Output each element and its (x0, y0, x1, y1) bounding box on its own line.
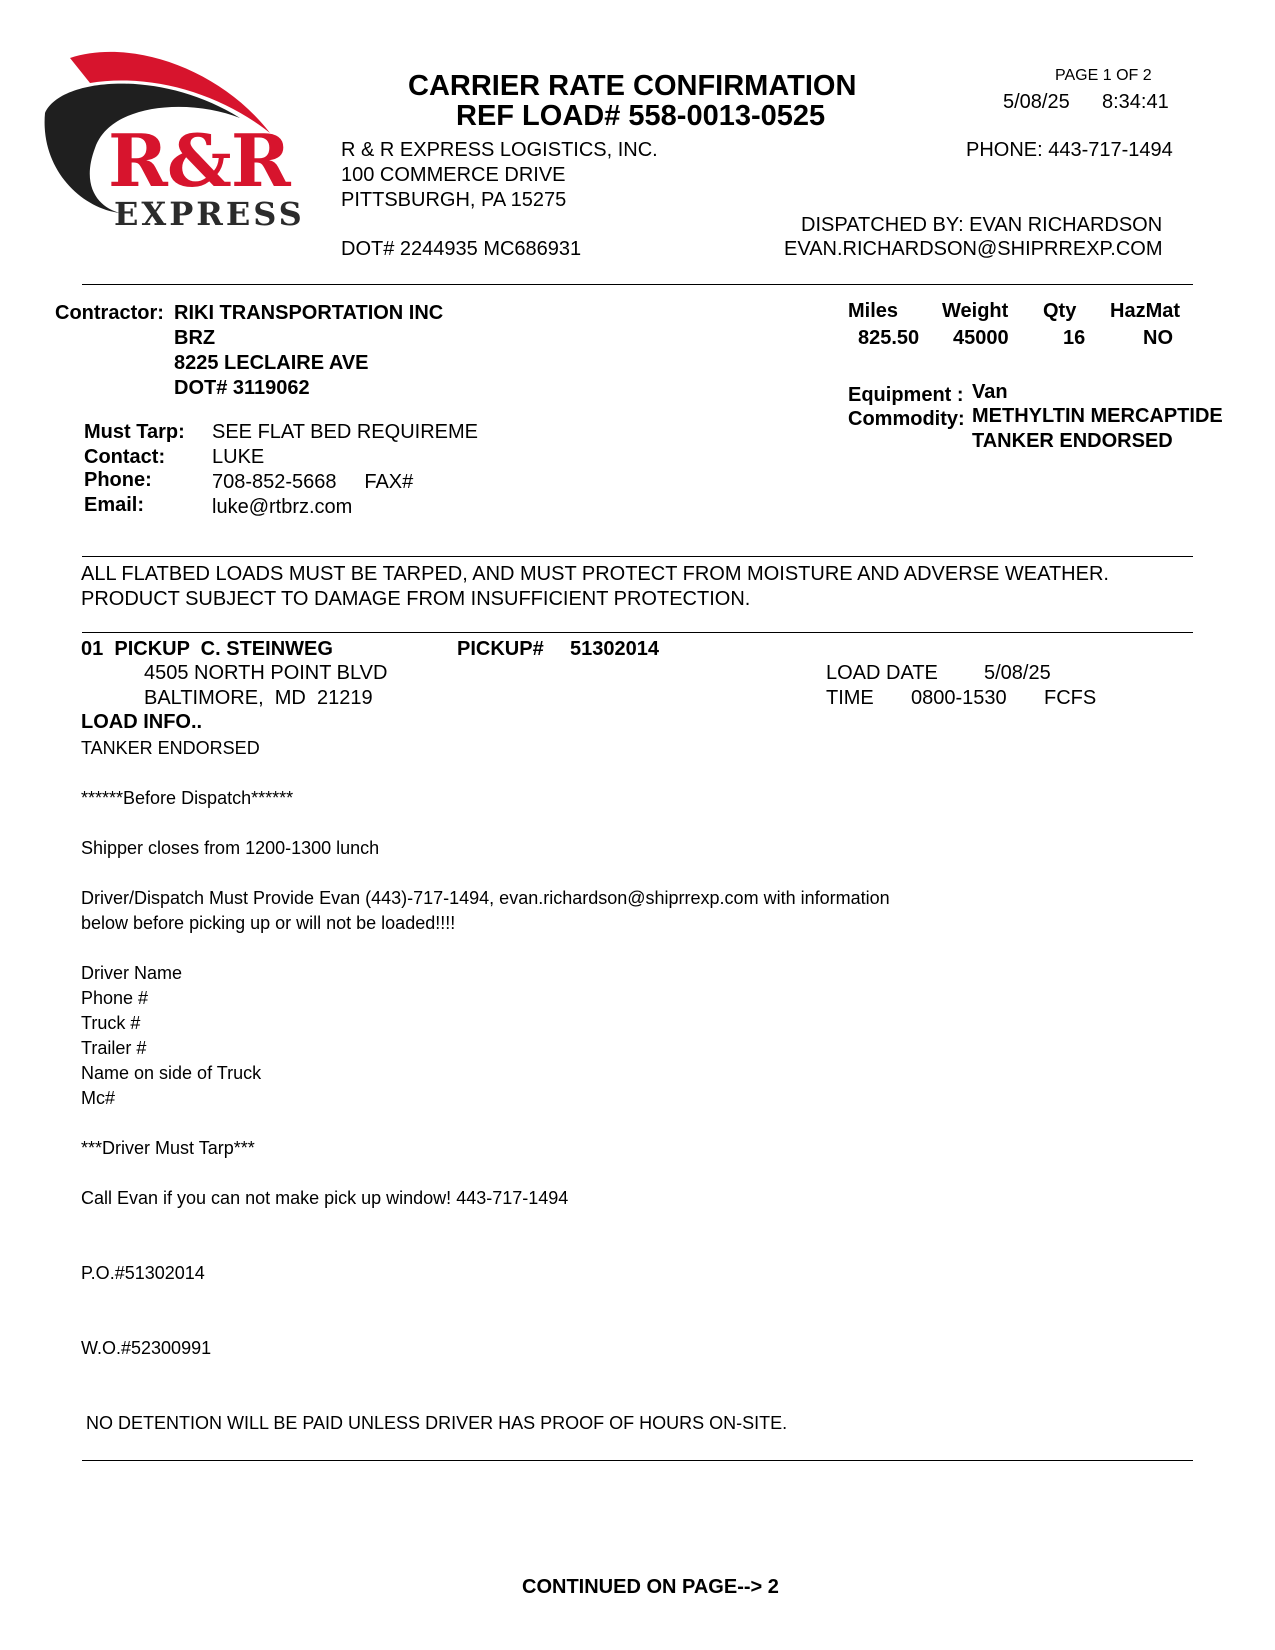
commodity-label: Commodity: (848, 408, 965, 430)
email-value: luke@rtbrz.com (212, 496, 353, 518)
logo-sub-text: EXPRESS (114, 195, 305, 233)
load-date-value: 5/08/25 (984, 662, 1051, 684)
load-info-line: TANKER ENDORSED (81, 738, 260, 758)
load-info-line: Mc# (81, 1088, 116, 1108)
company-address-2: PITTSBURGH, PA 15275 (341, 189, 567, 211)
contractor-dot: DOT# 3119062 (174, 377, 310, 399)
divider (82, 1460, 1193, 1461)
page-indicator: PAGE 1 OF 2 (1055, 67, 1152, 84)
contractor-name: RIKI TRANSPORTATION INC (174, 302, 444, 324)
company-logo (40, 38, 320, 238)
detention-notice: NO DETENTION WILL BE PAID UNLESS DRIVER HAS PROOF OF HOURS ON-SITE. (86, 1413, 788, 1433)
must-tarp-value: SEE FLAT BED REQUIREME (212, 421, 478, 443)
load-info-line: below before picking up or will not be loaded!!!! (81, 913, 456, 933)
load-info-line: Driver/Dispatch Must Provide Evan (443)-717-1494, evan.richardson@shiprrexp.com with information (81, 888, 890, 908)
phone-value: 708-852-5668 FAX# (212, 471, 414, 493)
time-label: TIME (826, 687, 874, 709)
pickup-heading: 01 PICKUP C. STEINWEG (81, 638, 333, 660)
miles-header: Miles (848, 300, 899, 322)
print-time: 8:34:41 (1102, 91, 1169, 113)
continued-footer: CONTINUED ON PAGE--> 2 (522, 1576, 779, 1598)
phone-label: Phone: (84, 469, 152, 491)
divider (82, 556, 1193, 557)
page-title: CARRIER RATE CONFIRMATION (408, 70, 857, 102)
hazmat-header: HazMat (1110, 300, 1181, 322)
pickup-number: 51302014 (570, 638, 659, 660)
company-phone: PHONE: 443-717-1494 (966, 139, 1173, 161)
load-info-line: Shipper closes from 1200-1300 lunch (81, 838, 380, 858)
qty-header: Qty (1043, 300, 1077, 322)
weight-header: Weight (942, 300, 1009, 322)
company-name: R & R EXPRESS LOGISTICS, INC. (341, 139, 658, 161)
hazmat-value: NO (1143, 327, 1173, 349)
dispatched-by: DISPATCHED BY: EVAN RICHARDSON (801, 214, 1163, 236)
company-address-1: 100 COMMERCE DRIVE (341, 164, 566, 186)
load-info-line: Name on side of Truck (81, 1063, 262, 1083)
must-tarp-label: Must Tarp: (84, 421, 185, 443)
flatbed-notice-line1: ALL FLATBED LOADS MUST BE TARPED, AND MUST PROTECT FROM MOISTURE AND ADVERSE WEATHER. (81, 563, 1109, 585)
print-date: 5/08/25 (1003, 91, 1070, 113)
equipment-value: Van (972, 381, 1008, 403)
divider (82, 632, 1193, 633)
load-date-label: LOAD DATE (826, 662, 938, 684)
contractor-label: Contractor: (55, 302, 164, 324)
pickup-address-2: BALTIMORE, MD 21219 (144, 687, 373, 709)
contact-label: Contact: (84, 446, 166, 468)
commodity-note: TANKER ENDORSED (972, 430, 1173, 452)
pickup-address-1: 4505 NORTH POINT BLVD (144, 662, 388, 684)
load-info-line: ***Driver Must Tarp*** (81, 1138, 255, 1158)
logo-brand-text: R&R (108, 118, 290, 203)
miles-value: 825.50 (858, 327, 920, 349)
contact-value: LUKE (212, 446, 265, 468)
company-dot: DOT# 2244935 MC686931 (341, 238, 582, 260)
time-note: FCFS (1044, 687, 1097, 709)
load-info-line: Truck # (81, 1013, 141, 1033)
pickup-number-label: PICKUP# (457, 638, 544, 660)
flatbed-notice-line2: PRODUCT SUBJECT TO DAMAGE FROM INSUFFICIENT PROTECTION. (81, 588, 751, 610)
load-info-heading: LOAD INFO.. (81, 711, 203, 733)
load-info-line: ******Before Dispatch****** (81, 788, 294, 808)
load-info-line: Driver Name (81, 963, 183, 983)
qty-value: 16 (1063, 327, 1086, 349)
load-info-line: Phone # (81, 988, 149, 1008)
equipment-label: Equipment : (848, 384, 964, 406)
weight-value: 45000 (953, 327, 1009, 349)
ref-load-number: REF LOAD# 558-0013-0525 (456, 100, 826, 132)
contractor-address: 8225 LECLAIRE AVE (174, 352, 369, 374)
load-info-line: Trailer # (81, 1038, 147, 1058)
load-info-line: P.O.#51302014 (81, 1263, 205, 1283)
load-info-line: Call Evan if you can not make pick up window! 443-717-1494 (81, 1188, 569, 1208)
email-label: Email: (84, 494, 145, 516)
contractor-line2: BRZ (174, 327, 216, 349)
time-value: 0800-1530 (911, 687, 1007, 709)
load-info-line: W.O.#52300991 (81, 1338, 212, 1358)
divider (82, 284, 1193, 285)
dispatcher-email: EVAN.RICHARDSON@SHIPRREXP.COM (784, 238, 1163, 260)
commodity-value: METHYLTIN MERCAPTIDE (972, 405, 1223, 427)
